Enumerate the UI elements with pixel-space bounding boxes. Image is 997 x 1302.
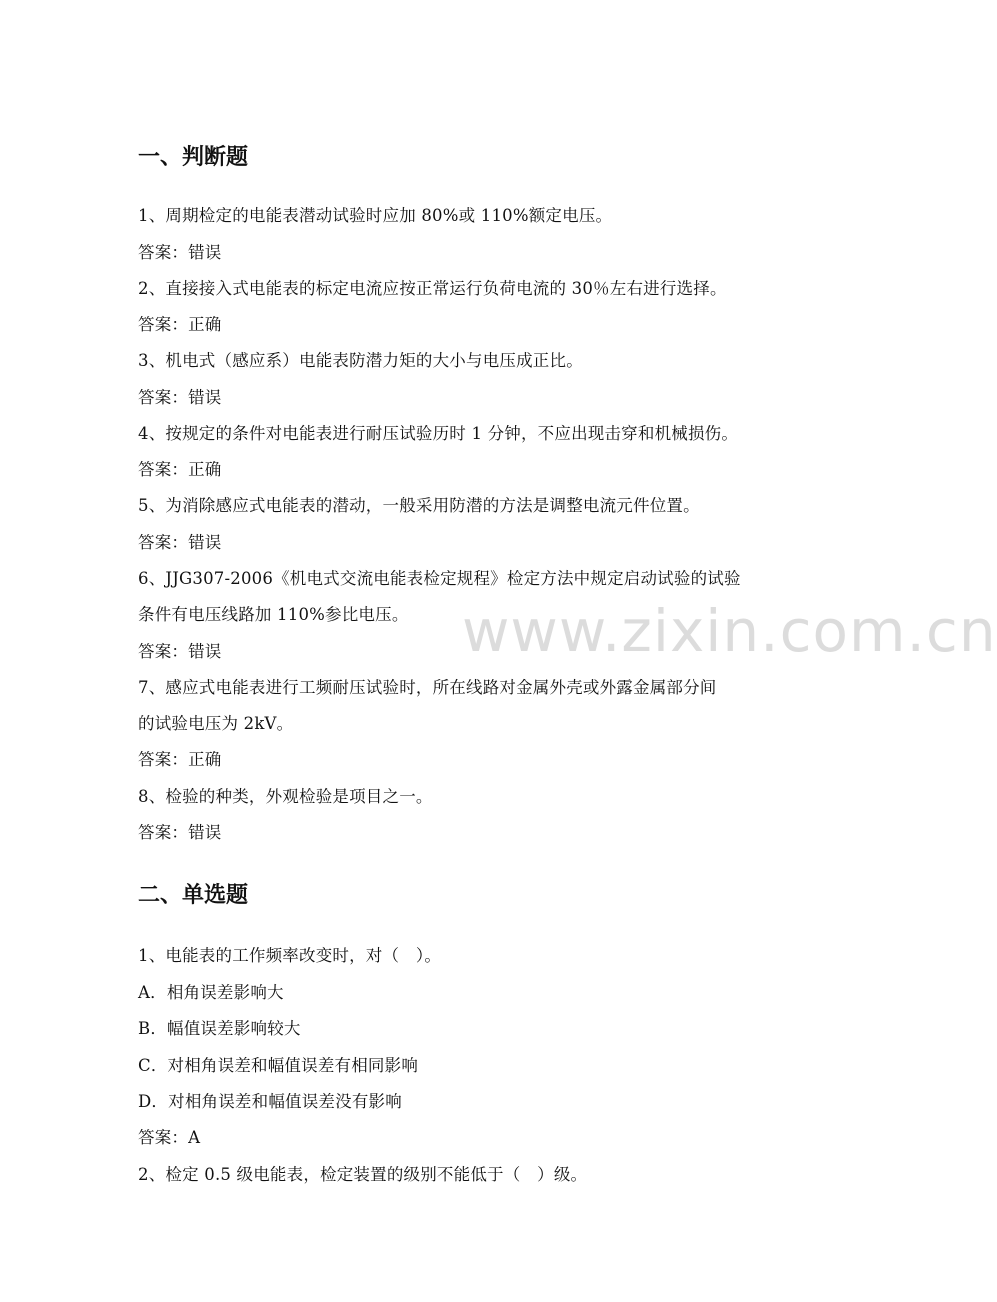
section-title-true-false: 一、判断题 — [138, 145, 249, 170]
question-line: 6、JJG307-2006《机电式交流电能表检定规程》检定方法中规定启动试验的试验 — [138, 569, 741, 588]
answer-line: 答案：正确 — [138, 750, 222, 769]
question-line: 7、感应式电能表进行工频耐压试验时，所在线路对金属外壳或外露金属部分间 — [138, 678, 717, 697]
question-line: 1、周期检定的电能表潜动试验时应加 80%或 110%额定电压。 — [138, 206, 613, 225]
answer-line: 答案：正确 — [138, 315, 222, 334]
answer-line: 答案：错误 — [138, 388, 222, 407]
answer-line: 答案：错误 — [138, 533, 222, 552]
question-line: 3、机电式（感应系）电能表防潜力矩的大小与电压成正比。 — [138, 351, 583, 370]
question-line-continued: 条件有电压线路加 110%参比电压。 — [138, 605, 409, 624]
question-line: 2、直接接入式电能表的标定电流应按正常运行负荷电流的 30％左右进行选择。 — [138, 279, 727, 298]
question-line: 1、电能表的工作频率改变时，对（ ）。 — [138, 946, 442, 965]
question-line: 4、按规定的条件对电能表进行耐压试验历时 1 分钟，不应出现击穿和机械损伤。 — [138, 424, 739, 443]
option-line: C．对相角误差和幅值误差有相同影响 — [138, 1056, 419, 1075]
question-line: 2、检定 0.5 级电能表，检定装置的级别不能低于（ ）级。 — [138, 1165, 588, 1184]
answer-line: 答案：错误 — [138, 823, 222, 842]
question-line: 8、检验的种类，外观检验是项目之一。 — [138, 787, 433, 806]
watermark: www.zixin.com.cn — [462, 597, 997, 665]
section-title-single-choice: 二、单选题 — [138, 883, 249, 908]
question-line: 5、为消除感应式电能表的潜动，一般采用防潜的方法是调整电流元件位置。 — [138, 496, 700, 515]
question-line-continued: 的试验电压为 2kV。 — [138, 714, 294, 733]
answer-line: 答案：正确 — [138, 460, 222, 479]
answer-line: 答案：A — [138, 1128, 201, 1147]
option-line: B．幅值误差影响较大 — [138, 1019, 301, 1038]
option-line: D．对相角误差和幅值误差没有影响 — [138, 1092, 402, 1111]
option-line: A．相角误差影响大 — [138, 983, 284, 1002]
answer-line: 答案：错误 — [138, 642, 222, 661]
answer-line: 答案：错误 — [138, 243, 222, 262]
